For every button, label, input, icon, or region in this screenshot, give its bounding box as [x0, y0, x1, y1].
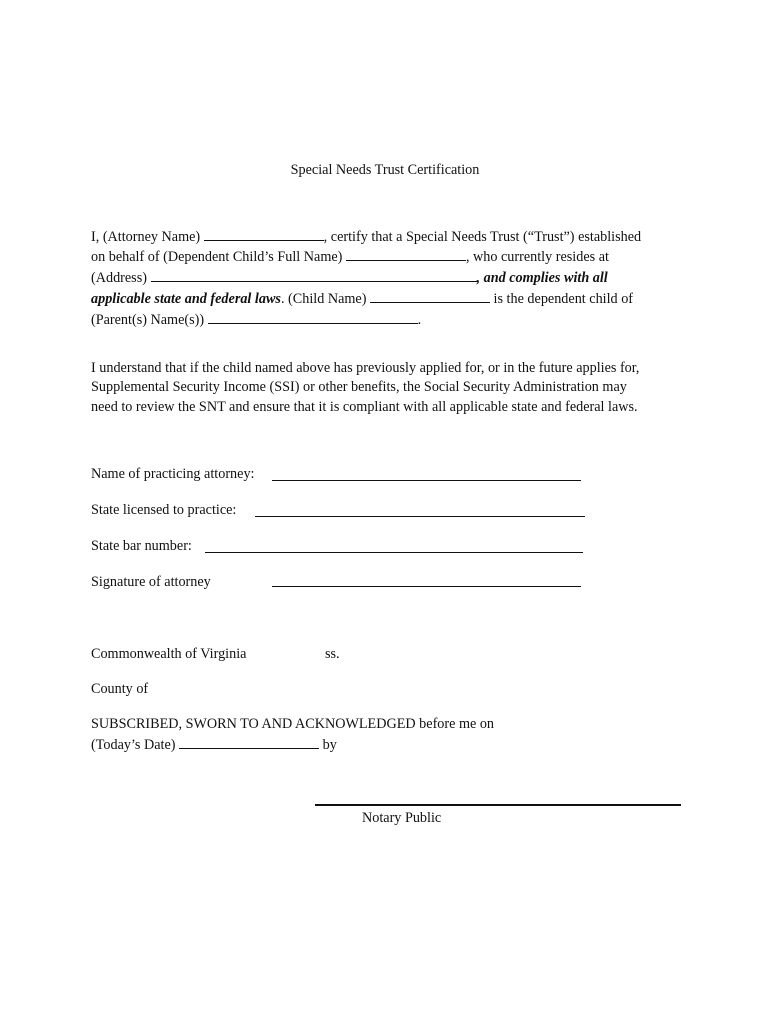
date-line: [91, 734, 337, 755]
state-licensed-field[interactable]: [255, 516, 585, 517]
signature-field[interactable]: [272, 586, 581, 587]
parent-names-blank[interactable]: [208, 309, 418, 324]
subscribed-statement: SUBSCRIBED, SWORN TO AND ACKNOWLEDGED before me on: [91, 716, 495, 732]
state-bar-field[interactable]: [205, 552, 583, 553]
cert-text: I, (Attorney Name): [91, 229, 204, 245]
cert-text: . (Child Name): [280, 291, 370, 307]
cert-line-1: [91, 226, 641, 247]
state-licensed-label: State licensed to practice:: [91, 502, 237, 518]
child-full-name-blank[interactable]: [346, 246, 466, 261]
cert-text: (Address): [91, 270, 151, 286]
attorney-name-field[interactable]: [272, 480, 581, 481]
cert-line-4: [91, 288, 633, 309]
ss-label: ss.: [325, 646, 340, 662]
signature-label: Signature of attorney: [91, 574, 211, 590]
state-bar-label: State bar number:: [91, 538, 192, 554]
cert-text: (Parent(s) Name(s)): [91, 312, 208, 328]
notary-signature-line[interactable]: [315, 804, 681, 806]
ssi-line-3: need to review the SNT and ensure that it is compliant with all applicable state and federal laws.: [91, 399, 638, 415]
cert-line-3: [91, 267, 608, 288]
child-name-blank[interactable]: [370, 288, 490, 303]
cert-line-2: [91, 246, 609, 267]
county-label: County of: [91, 681, 149, 697]
by-label: by: [319, 737, 337, 753]
page-title: Special Needs Trust Certification: [290, 162, 480, 178]
attorney-name-blank[interactable]: [204, 226, 324, 241]
ssi-line-2: Supplemental Security Income (SSI) or other benefits, the Social Security Administration may: [91, 379, 627, 395]
commonwealth-label: Commonwealth of Virginia: [91, 646, 247, 662]
date-label: (Today’s Date): [91, 737, 180, 753]
todays-date-blank[interactable]: [179, 734, 319, 749]
cert-text-emphasis: , and complies with all: [476, 270, 608, 286]
cert-text: , who currently resides at: [465, 249, 609, 265]
cert-text: is the dependent child of: [490, 291, 634, 307]
attorney-name-label: Name of practicing attorney:: [91, 466, 255, 482]
address-blank[interactable]: [151, 267, 477, 282]
ssi-line-1: I understand that if the child named above has previously applied for, or in the future applies for,: [91, 360, 640, 376]
cert-line-5: [91, 309, 421, 330]
cert-text: .: [417, 312, 422, 328]
cert-text: on behalf of (Dependent Child’s Full Name): [91, 249, 346, 265]
notary-public-label: Notary Public: [362, 810, 442, 826]
cert-text: , certify that a Special Needs Trust (“Trust”) established: [323, 229, 642, 245]
cert-text-emphasis: applicable state and federal laws: [91, 291, 281, 307]
